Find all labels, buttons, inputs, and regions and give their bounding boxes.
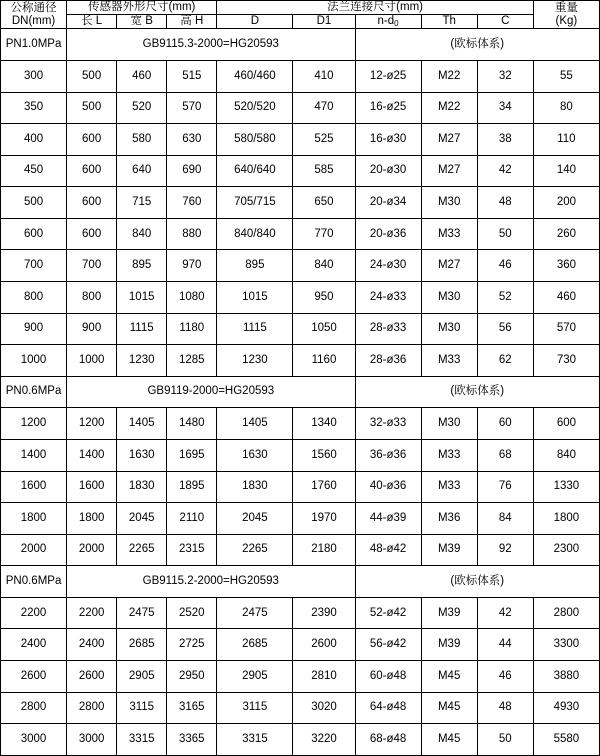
cell-thread: M39 xyxy=(421,597,477,629)
header-height: 高 H xyxy=(167,15,217,29)
cell-d: 2905 xyxy=(217,661,293,693)
cell-height: 1695 xyxy=(167,439,217,471)
cell-thread: M30 xyxy=(421,187,477,219)
cell-d1: 1970 xyxy=(293,503,355,535)
table-row xyxy=(1,629,600,661)
cell-d: 1405 xyxy=(217,408,293,440)
cell-bolt-holes: 20-ø30 xyxy=(355,155,421,187)
cell-d: 1015 xyxy=(217,282,293,314)
cell-d1: 840 xyxy=(293,250,355,282)
cell-thread: M36 xyxy=(421,503,477,535)
cell-d1: 1160 xyxy=(293,345,355,377)
cell-dn: 1400 xyxy=(1,439,67,471)
header-flange-group: 法兰连接尺寸(mm) xyxy=(217,1,533,15)
cell-d1: 2810 xyxy=(293,661,355,693)
cell-height: 570 xyxy=(167,92,217,124)
cell-d: 840/840 xyxy=(217,218,293,250)
section-standard-system-note: (欧标体系) xyxy=(355,566,599,598)
cell-height: 1285 xyxy=(167,345,217,377)
cell-thread: M39 xyxy=(421,629,477,661)
cell-weight: 3880 xyxy=(533,661,599,693)
cell-d1: 410 xyxy=(293,61,355,93)
cell-d1: 3220 xyxy=(293,724,355,756)
cell-length: 600 xyxy=(67,187,117,219)
cell-height: 1895 xyxy=(167,471,217,503)
table-row xyxy=(1,187,600,219)
cell-d: 1830 xyxy=(217,471,293,503)
cell-height: 880 xyxy=(167,218,217,250)
cell-width: 1115 xyxy=(117,313,167,345)
table-row xyxy=(1,61,600,93)
cell-length: 2000 xyxy=(67,534,117,566)
cell-c: 84 xyxy=(477,503,533,535)
cell-weight: 4930 xyxy=(533,692,599,724)
cell-dn: 500 xyxy=(1,187,67,219)
table-row xyxy=(1,218,600,250)
cell-width: 715 xyxy=(117,187,167,219)
cell-weight: 730 xyxy=(533,345,599,377)
cell-width: 2265 xyxy=(117,534,167,566)
cell-thread: M45 xyxy=(421,661,477,693)
cell-d: 2265 xyxy=(217,534,293,566)
section-standard-code: GB9115.2-2000=HG20593 xyxy=(67,566,355,598)
cell-bolt-holes: 48-ø42 xyxy=(355,534,421,566)
cell-bolt-holes: 28-ø36 xyxy=(355,345,421,377)
header-diameter-d: D xyxy=(217,15,293,29)
cell-thread: M33 xyxy=(421,471,477,503)
cell-c: 48 xyxy=(477,692,533,724)
cell-weight: 570 xyxy=(533,313,599,345)
cell-d: 520/520 xyxy=(217,92,293,124)
cell-length: 500 xyxy=(67,61,117,93)
cell-bolt-holes: 36-ø36 xyxy=(355,439,421,471)
cell-dn: 1000 xyxy=(1,345,67,377)
cell-height: 2950 xyxy=(167,661,217,693)
table-row xyxy=(1,534,600,566)
cell-d: 1630 xyxy=(217,439,293,471)
cell-c: 92 xyxy=(477,534,533,566)
cell-c: 60 xyxy=(477,408,533,440)
cell-width: 1015 xyxy=(117,282,167,314)
cell-d: 3115 xyxy=(217,692,293,724)
cell-bolt-holes: 52-ø42 xyxy=(355,597,421,629)
cell-bolt-holes: 20-ø34 xyxy=(355,187,421,219)
cell-width: 2685 xyxy=(117,629,167,661)
cell-dn: 600 xyxy=(1,218,67,250)
cell-thread: M33 xyxy=(421,345,477,377)
cell-d1: 585 xyxy=(293,155,355,187)
section-standard-code: GB9119-2000=HG20593 xyxy=(67,376,355,408)
header-bolt-holes xyxy=(355,15,421,29)
cell-c: 52 xyxy=(477,282,533,314)
cell-height: 760 xyxy=(167,187,217,219)
cell-d: 2475 xyxy=(217,597,293,629)
cell-d: 1230 xyxy=(217,345,293,377)
header-weight-sub: (Kg) xyxy=(555,14,578,27)
cell-bolt-holes: 56-ø42 xyxy=(355,629,421,661)
cell-c: 62 xyxy=(477,345,533,377)
cell-length: 900 xyxy=(67,313,117,345)
cell-height: 2725 xyxy=(167,629,217,661)
cell-thread: M33 xyxy=(421,439,477,471)
cell-dn: 1800 xyxy=(1,503,67,535)
cell-c: 42 xyxy=(477,597,533,629)
cell-length: 1200 xyxy=(67,408,117,440)
cell-d1: 525 xyxy=(293,124,355,156)
cell-height: 1480 xyxy=(167,408,217,440)
cell-bolt-holes: 24-ø30 xyxy=(355,250,421,282)
cell-weight: 140 xyxy=(533,155,599,187)
cell-d1: 1760 xyxy=(293,471,355,503)
cell-thread: M45 xyxy=(421,692,477,724)
cell-d1: 2390 xyxy=(293,597,355,629)
cell-weight: 200 xyxy=(533,187,599,219)
cell-width: 895 xyxy=(117,250,167,282)
section-pressure-rating: PN1.0MPa xyxy=(1,29,67,61)
table-row xyxy=(1,439,600,471)
cell-dn: 1600 xyxy=(1,471,67,503)
cell-dn: 2000 xyxy=(1,534,67,566)
cell-length: 700 xyxy=(67,250,117,282)
cell-weight: 600 xyxy=(533,408,599,440)
table-row xyxy=(1,408,600,440)
cell-length: 3000 xyxy=(67,724,117,756)
cell-width: 840 xyxy=(117,218,167,250)
cell-bolt-holes: 40-ø36 xyxy=(355,471,421,503)
cell-length: 600 xyxy=(67,155,117,187)
table-row xyxy=(1,724,600,756)
section-header-row xyxy=(1,29,600,61)
cell-width: 520 xyxy=(117,92,167,124)
cell-bolt-holes: 68-ø48 xyxy=(355,724,421,756)
cell-c: 48 xyxy=(477,187,533,219)
table-row xyxy=(1,345,600,377)
cell-bolt-holes: 28-ø33 xyxy=(355,313,421,345)
cell-length: 1800 xyxy=(67,503,117,535)
cell-length: 2200 xyxy=(67,597,117,629)
cell-d1: 770 xyxy=(293,218,355,250)
cell-weight: 110 xyxy=(533,124,599,156)
cell-weight: 360 xyxy=(533,250,599,282)
cell-thread: M22 xyxy=(421,92,477,124)
cell-width: 1830 xyxy=(117,471,167,503)
cell-weight: 2800 xyxy=(533,597,599,629)
cell-bolt-holes: 60-ø48 xyxy=(355,661,421,693)
cell-d: 895 xyxy=(217,250,293,282)
cell-weight: 1330 xyxy=(533,471,599,503)
header-row-sub xyxy=(1,15,600,29)
cell-thread: M27 xyxy=(421,124,477,156)
cell-length: 1000 xyxy=(67,345,117,377)
cell-bolt-holes: 64-ø48 xyxy=(355,692,421,724)
header-weight-label: 重量 xyxy=(554,1,578,14)
cell-bolt-holes: 12-ø25 xyxy=(355,61,421,93)
header-weight xyxy=(533,1,599,29)
cell-height: 630 xyxy=(167,124,217,156)
cell-c: 34 xyxy=(477,92,533,124)
cell-dn: 350 xyxy=(1,92,67,124)
cell-height: 2520 xyxy=(167,597,217,629)
cell-dn: 900 xyxy=(1,313,67,345)
cell-width: 640 xyxy=(117,155,167,187)
cell-width: 460 xyxy=(117,61,167,93)
header-row-group xyxy=(1,1,600,15)
cell-dn: 3000 xyxy=(1,724,67,756)
cell-d1: 1560 xyxy=(293,439,355,471)
cell-weight: 80 xyxy=(533,92,599,124)
cell-dn: 1200 xyxy=(1,408,67,440)
cell-height: 970 xyxy=(167,250,217,282)
header-dn-label: 公称通径 xyxy=(10,1,57,14)
cell-width: 3115 xyxy=(117,692,167,724)
header-thickness-c: C xyxy=(477,15,533,29)
cell-thread: M39 xyxy=(421,534,477,566)
cell-weight: 3300 xyxy=(533,629,599,661)
cell-c: 50 xyxy=(477,218,533,250)
cell-d: 3315 xyxy=(217,724,293,756)
table-row xyxy=(1,661,600,693)
cell-dn: 2800 xyxy=(1,692,67,724)
table-row xyxy=(1,692,600,724)
cell-height: 3365 xyxy=(167,724,217,756)
cell-d: 705/715 xyxy=(217,187,293,219)
cell-d: 2685 xyxy=(217,629,293,661)
cell-length: 1400 xyxy=(67,439,117,471)
cell-d1: 950 xyxy=(293,282,355,314)
cell-c: 38 xyxy=(477,124,533,156)
table-row xyxy=(1,313,600,345)
cell-thread: M22 xyxy=(421,61,477,93)
cell-width: 3315 xyxy=(117,724,167,756)
table-body xyxy=(1,29,600,756)
cell-width: 580 xyxy=(117,124,167,156)
table-row xyxy=(1,92,600,124)
cell-width: 1630 xyxy=(117,439,167,471)
cell-width: 2045 xyxy=(117,503,167,535)
cell-d1: 2600 xyxy=(293,629,355,661)
table-row xyxy=(1,597,600,629)
header-width: 宽 B xyxy=(117,15,167,29)
cell-weight: 55 xyxy=(533,61,599,93)
cell-d: 1115 xyxy=(217,313,293,345)
cell-length: 500 xyxy=(67,92,117,124)
cell-dn: 700 xyxy=(1,250,67,282)
cell-width: 2475 xyxy=(117,597,167,629)
cell-height: 2110 xyxy=(167,503,217,535)
cell-length: 2800 xyxy=(67,692,117,724)
section-standard-system-note: (欧标体系) xyxy=(355,29,599,61)
header-bolt-holes-sub: 0 xyxy=(394,19,399,29)
cell-dn: 2200 xyxy=(1,597,67,629)
cell-weight: 1800 xyxy=(533,503,599,535)
cell-thread: M30 xyxy=(421,313,477,345)
cell-dn: 300 xyxy=(1,61,67,93)
table-row xyxy=(1,124,600,156)
cell-dn: 450 xyxy=(1,155,67,187)
header-diameter-d1: D1 xyxy=(293,15,355,29)
header-dn-sub: DN(mm) xyxy=(11,14,56,27)
table-row xyxy=(1,503,600,535)
cell-bolt-holes: 32-ø33 xyxy=(355,408,421,440)
cell-thread: M27 xyxy=(421,250,477,282)
section-pressure-rating: PN0.6MPa xyxy=(1,376,67,408)
cell-width: 2905 xyxy=(117,661,167,693)
cell-d: 640/640 xyxy=(217,155,293,187)
table-row xyxy=(1,282,600,314)
section-header-row xyxy=(1,566,600,598)
cell-c: 42 xyxy=(477,155,533,187)
cell-height: 2315 xyxy=(167,534,217,566)
cell-c: 32 xyxy=(477,61,533,93)
cell-bolt-holes: 16-ø25 xyxy=(355,92,421,124)
cell-weight: 2300 xyxy=(533,534,599,566)
header-length: 长 L xyxy=(67,15,117,29)
cell-weight: 460 xyxy=(533,282,599,314)
cell-bolt-holes: 44-ø39 xyxy=(355,503,421,535)
cell-c: 44 xyxy=(477,629,533,661)
section-standard-code: GB9115.3-2000=HG20593 xyxy=(67,29,355,61)
cell-weight: 840 xyxy=(533,439,599,471)
cell-length: 2400 xyxy=(67,629,117,661)
cell-bolt-holes: 20-ø36 xyxy=(355,218,421,250)
cell-c: 56 xyxy=(477,313,533,345)
cell-dn: 2600 xyxy=(1,661,67,693)
cell-d1: 1340 xyxy=(293,408,355,440)
cell-width: 1405 xyxy=(117,408,167,440)
cell-weight: 5580 xyxy=(533,724,599,756)
cell-c: 46 xyxy=(477,661,533,693)
cell-thread: M30 xyxy=(421,408,477,440)
cell-height: 1180 xyxy=(167,313,217,345)
section-header-row xyxy=(1,376,600,408)
cell-d: 2045 xyxy=(217,503,293,535)
cell-d1: 3020 xyxy=(293,692,355,724)
cell-dn: 400 xyxy=(1,124,67,156)
cell-d1: 650 xyxy=(293,187,355,219)
cell-d1: 470 xyxy=(293,92,355,124)
cell-c: 68 xyxy=(477,439,533,471)
cell-thread: M45 xyxy=(421,724,477,756)
cell-height: 1080 xyxy=(167,282,217,314)
cell-bolt-holes: 16-ø30 xyxy=(355,124,421,156)
cell-length: 600 xyxy=(67,124,117,156)
header-thread: Th xyxy=(421,15,477,29)
cell-width: 1230 xyxy=(117,345,167,377)
cell-c: 46 xyxy=(477,250,533,282)
header-size-group: 传感器外形尺寸(mm) xyxy=(67,1,217,15)
cell-length: 2600 xyxy=(67,661,117,693)
cell-weight: 260 xyxy=(533,218,599,250)
section-pressure-rating: PN0.6MPa xyxy=(1,566,67,598)
cell-thread: M30 xyxy=(421,282,477,314)
cell-height: 515 xyxy=(167,61,217,93)
cell-d: 460/460 xyxy=(217,61,293,93)
header-dn xyxy=(1,1,67,29)
cell-dn: 2400 xyxy=(1,629,67,661)
cell-thread: M27 xyxy=(421,155,477,187)
cell-d1: 2180 xyxy=(293,534,355,566)
cell-length: 800 xyxy=(67,282,117,314)
cell-thread: M33 xyxy=(421,218,477,250)
cell-c: 76 xyxy=(477,471,533,503)
cell-dn: 800 xyxy=(1,282,67,314)
cell-d1: 1050 xyxy=(293,313,355,345)
section-standard-system-note: (欧标体系) xyxy=(355,376,599,408)
cell-height: 3165 xyxy=(167,692,217,724)
table-row xyxy=(1,471,600,503)
cell-length: 600 xyxy=(67,218,117,250)
table-header xyxy=(1,1,600,29)
header-bolt-holes-text: n-d xyxy=(377,15,395,28)
cell-d: 580/580 xyxy=(217,124,293,156)
cell-bolt-holes: 24-ø33 xyxy=(355,282,421,314)
cell-length: 1600 xyxy=(67,471,117,503)
cell-c: 50 xyxy=(477,724,533,756)
cell-height: 690 xyxy=(167,155,217,187)
table-row xyxy=(1,155,600,187)
table-row xyxy=(1,250,600,282)
